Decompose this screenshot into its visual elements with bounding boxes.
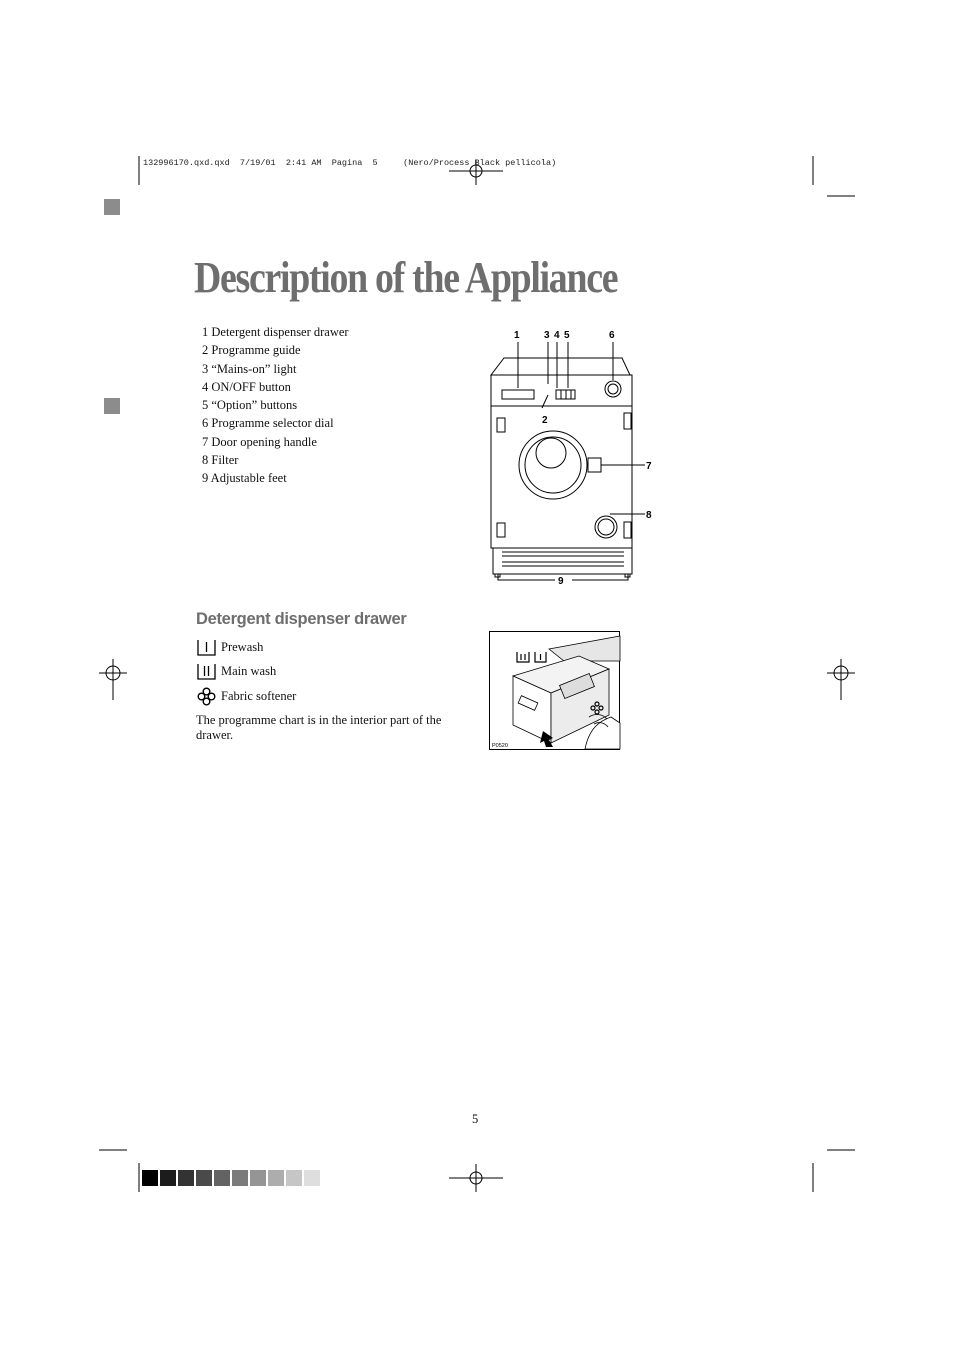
callout-1: 1 (514, 330, 520, 341)
color-patch (196, 1170, 212, 1186)
callout-8: 8 (646, 510, 652, 521)
legend-item-prewash (197, 637, 263, 657)
list-item: 4 ON/OFF button (202, 379, 291, 394)
callout-2: 2 (542, 415, 548, 426)
list-item: 6 Programme selector dial (202, 416, 334, 431)
drawer-note: The programme chart is in the interior part of the drawer. (196, 713, 442, 742)
list-item: 9 Adjustable feet (202, 471, 287, 486)
legend-item-main-wash (197, 661, 276, 681)
page-number: 5 (472, 1112, 479, 1126)
list-item: 3 “Mains-on” light (202, 361, 297, 376)
main-wash-icon (197, 663, 216, 680)
list-item: 1 Detergent dispenser drawer (202, 325, 349, 339)
color-patch (286, 1170, 302, 1186)
list-item: 8 Filter (202, 453, 239, 468)
callout-6: 6 (609, 330, 615, 341)
margin-square-mid (104, 398, 120, 414)
color-patch (268, 1170, 284, 1186)
callout-7: 7 (646, 461, 652, 472)
photo-code: P0520 (492, 743, 508, 749)
color-patch (142, 1170, 158, 1186)
fabric-softener-icon (197, 687, 216, 706)
print-slug: 132996170.qxd.qxd 7/19/01 2:41 AM Pagina 5 (Nero/Process Black pellicola) (143, 158, 557, 168)
legend-label: Prewash (221, 639, 264, 654)
color-patch (160, 1170, 176, 1186)
color-patch (304, 1170, 320, 1186)
registration-mark-right (827, 659, 855, 700)
list-item: 7 Door opening handle (202, 434, 317, 449)
color-patch (232, 1170, 248, 1186)
color-patch (214, 1170, 230, 1186)
color-bar (142, 1170, 320, 1186)
list-item: 2 Programme guide (202, 343, 301, 358)
legend-label: Main wash (221, 663, 277, 678)
callout-4: 4 (554, 330, 560, 341)
section-heading: Detergent dispenser drawer (196, 610, 407, 628)
legend-item-fabric-softener (197, 686, 296, 706)
appliance-diagram (480, 322, 660, 590)
registration-mark-bottom (449, 1164, 503, 1192)
list-item: 5 “Option” buttons (202, 398, 298, 413)
color-patch (178, 1170, 194, 1186)
prewash-icon (197, 639, 216, 656)
parts-list (202, 325, 349, 490)
callout-3: 3 (544, 330, 550, 341)
color-patch (250, 1170, 266, 1186)
drawer-illustration (489, 631, 621, 751)
page-title: Description of the Appliance (194, 253, 618, 302)
legend-label: Fabric softener (221, 688, 297, 703)
registration-mark-left (99, 659, 127, 700)
margin-square-top (104, 199, 120, 215)
callout-9: 9 (558, 576, 564, 587)
callout-5: 5 (564, 330, 570, 341)
